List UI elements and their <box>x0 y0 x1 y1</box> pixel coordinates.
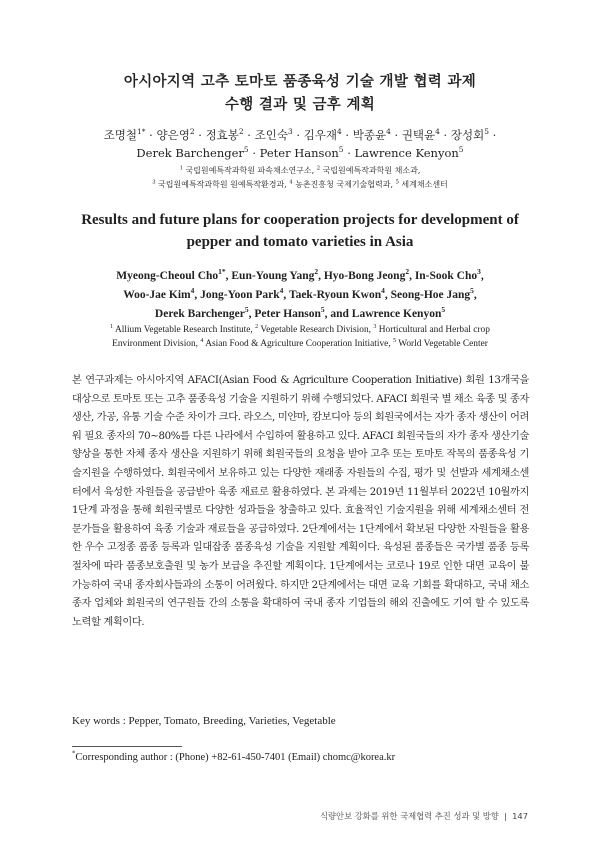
author: Myeong-Cheoul Cho$^{1*}$ <box>116 267 226 282</box>
author: Derek Barchenger$^5$ <box>136 145 249 160</box>
korean-affiliations-line2 <box>0 179 600 190</box>
footnote-mark: * <box>72 750 76 758</box>
affiliation: $^5$ World Vegetable Center <box>392 337 488 349</box>
author: Taek-Ryoun Kwon$^4$ <box>288 286 385 301</box>
author: Lawrence Kenyon$^5$ <box>354 145 464 160</box>
page-footer <box>320 810 528 822</box>
english-affiliations-line1 <box>0 325 600 335</box>
affiliation: $^4$ 농촌진흥청 국제기술협력과, <box>289 179 394 189</box>
footer-separator: | <box>504 811 507 821</box>
keywords: Key words : Pepper, Tomato, Breeding, Varieties, Vegetable <box>72 715 336 727</box>
author: In-Sook Cho$^3$ <box>414 267 481 282</box>
affiliation: $^1$ Allium Vegetable Research Institute, <box>110 323 253 335</box>
footnote-text: Corresponding author : (Phone) +82-61-450-7401 (Email) chomc@korea.kr <box>75 752 396 763</box>
korean-title-line1: 아시아지역 고추 토마토 품종육성 기술 개발 협력 과제 <box>123 74 477 90</box>
author: 정효봉$^2$ <box>205 127 244 142</box>
affiliation: $^4$ Asian Food & Agriculture Cooperation Initiative, <box>200 337 391 349</box>
affiliation: $^1$ 국립원예특작과학원 파속채소연구소, <box>179 165 315 175</box>
author: 양은영$^2$ <box>156 127 195 142</box>
affiliation: Environment Division, <box>112 339 199 349</box>
affiliation: $^3$ Horticultural and Herbal crop <box>373 323 490 335</box>
author: 조명철$^{1*}$ <box>103 127 146 142</box>
footer-title: 식량안보 강화를 위한 국제협력 추진 성과 및 방향 <box>320 811 499 821</box>
author: Eun-Young Yang$^2$ <box>231 267 319 282</box>
english-authors-line3: Derek Barchenger$^5$, Peter Hanson$^5$, and Lawrence Kenyon$^5$ <box>154 305 446 320</box>
author: 권택윤$^4$ <box>401 127 440 142</box>
english-authors-line2: Woo-Jae Kim$^4$, Jong-Yoon Park$^4$, Taek-Ryoun Kwon$^4$, Seong-Hoe Jang$^5$, <box>123 286 477 301</box>
affiliation: $^2$ 국립원예특작과학원 채소과, <box>316 165 421 175</box>
english-affiliations-line2 <box>0 339 600 349</box>
affiliation: $^3$ 국립원예특작과학원 원예특작환경과, <box>152 179 287 189</box>
korean-title-line2: 수행 결과 및 금후 계획 <box>224 97 376 113</box>
author: 박종윤$^4$ <box>352 127 391 142</box>
author: Jong-Yoon Park$^4$ <box>200 286 284 301</box>
english-title-line1: Results and future plans for cooperation projects for development of <box>81 212 519 228</box>
english-authors-line1: Myeong-Cheoul Cho$^{1*}$, Eun-Young Yang$^2$, Hyo-Bong Jeong$^2$, In-Sook Cho$^3$, <box>116 267 484 282</box>
author: Peter Hanson$^5$ <box>259 145 344 160</box>
page-number: 147 <box>512 811 528 821</box>
corresponding-author-footnote <box>72 752 395 763</box>
author: Peter Hanson$^5$ <box>254 305 325 320</box>
author: Derek Barchenger$^5$ <box>154 305 249 320</box>
footnote-divider <box>72 746 182 747</box>
author: and Lawrence Kenyon$^5$ <box>330 305 446 320</box>
korean-authors-line2: Derek Barchenger$^5$ · Peter Hanson$^5$ · Lawrence Kenyon$^5$ <box>136 145 464 160</box>
korean-authors-line1: 조명철$^{1*}$ · 양은영$^2$ · 정효봉$^2$ · 조인숙$^3$ · 김우재$^4$ · 박종윤$^4$ · 권택윤$^4$ · 장성회$^5$ · <box>103 127 497 142</box>
affiliation: $^5$ 세계채소센터 <box>395 179 448 189</box>
author: Hyo-Bong Jeong$^2$ <box>323 267 410 282</box>
author: Woo-Jae Kim$^4$ <box>123 286 195 301</box>
author: 장성회$^5$ <box>450 127 489 142</box>
english-title-line2: pepper and tomato varieties in Asia <box>186 234 414 250</box>
author: 조인숙$^3$ <box>254 127 293 142</box>
korean-affiliations-line1 <box>0 165 600 176</box>
author: Seong-Hoe Jang$^5$ <box>390 286 474 301</box>
abstract-body: 본 연구과제는 아시아지역 AFACI(Asian Food & Agriculture Cooperation Initiative) 회원 13개국을 대상으로 토마토 또는 고추 품종육성 기술을 지원하기 위해 수행되었다. AFACI 회원국 별 채소 육종 및 종자 생산, 가공, 유통 기술 수준 차이가 크다. 라오스, 미얀마, 캄보디아 등의 회원국에서는 자가 종자 생산이 어려워 필요 종자의 70~80%를 다른 나라에서 수입하여 활용하고 있다. AFACI 회원국들의 자가 종자 생산기술 향상을 통한 자체 종자 생산을 지원하기 위해 회원국들의 요청을 받아 고추 또는 토마토 작목의 품종육성 기술지원을 수행하였다. 회원국에서 보유하고 있는 다양한 재래종 자원들의 수집, 평가 및 선발과 세계채소센터에서 육성한 자원들을 공급받아 육종 재료로 활용하였다. 본 과제는 2019년 11월부터 2022년 10월까지 1단계 과정을 통해 회원국별로 다양한 성과들을 창출하고 있다. 효율적인 기술지원을 위해 세계채소센터 전문가들을 활용하여 육종 기술과 재료들을 공급하였다. 2단계에서는 1단계에서 확보된 다양한 자원들을 활용한 우수 고정종 품종 등록과 일대잡종 품종육성 기술을 지원할 계획이다. 육성된 품종들은 국가별 품종 등록 절차에 따라 품종보호출원 및 농가 보급을 추진할 계획이다. 1단계에서는 코로나 19로 인한 대면 교육이 불가능하여 국내 종자회사들과의 소통이 어려웠다. 하지만 2단계에서는 대면 교육 기회를 확대하고, 국내 채소 종자 업체와 회원국의 연구원들 간의 소통을 확대하여 국내 종자 기업들의 해외 진출에도 기여 할 수 있도록 노력할 계획이다. <box>72 375 529 628</box>
affiliation: $^2$ Vegetable Research Division, <box>255 323 371 335</box>
author: 김우재$^4$ <box>303 127 342 142</box>
